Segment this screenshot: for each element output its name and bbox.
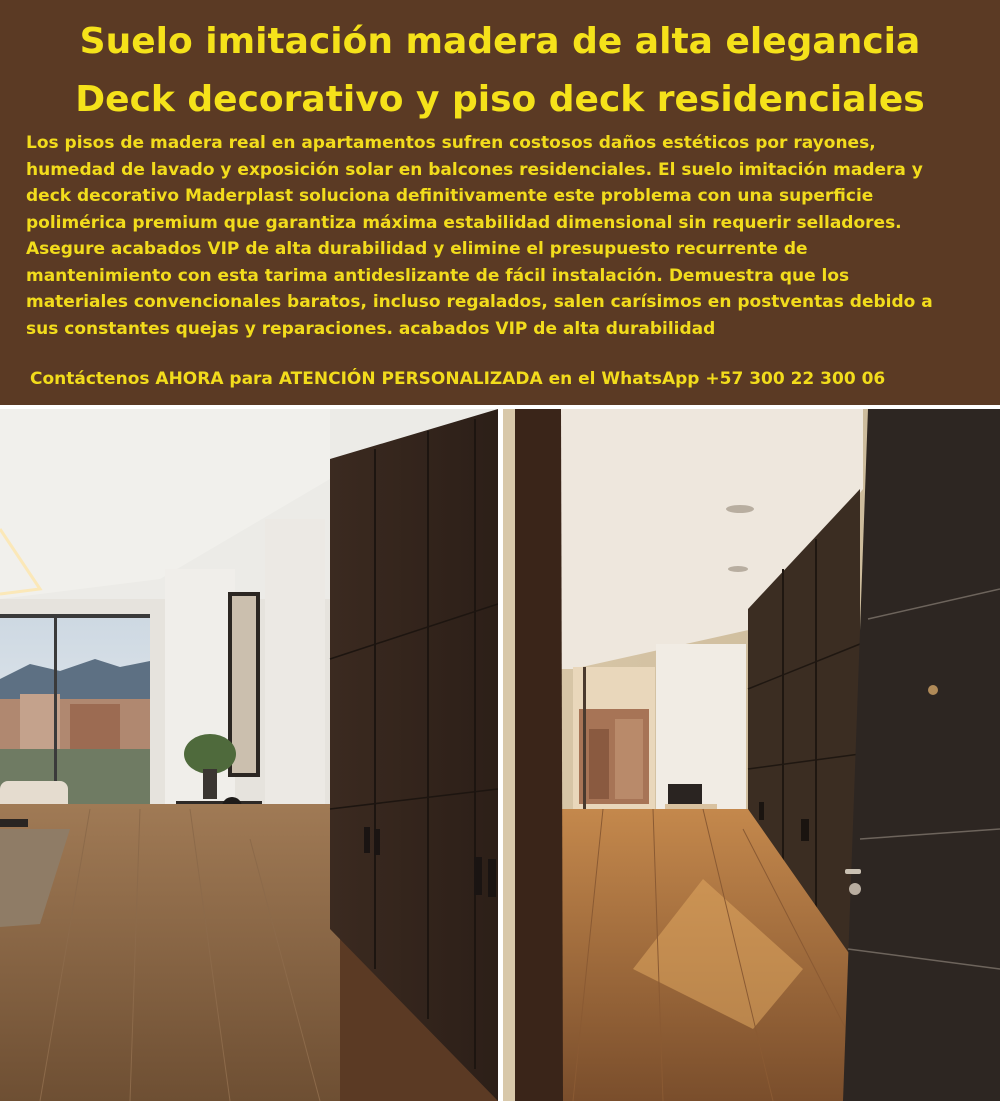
description-line: polimérica premium que garantiza máxima estabilidad dimensional sin requerir selladores. — [26, 212, 902, 233]
description-line: sus constantes quejas y reparaciones. acabados VIP de alta durabilidad — [26, 318, 716, 339]
contact-line: Contáctenos AHORA para ATENCIÓN PERSONALIZADA en el WhatsApp +57 300 22 300 06 — [30, 369, 886, 389]
photo-living-room — [0, 409, 498, 1101]
description-line: materiales convencionales baratos, incluso regalados, salen carísimos en postventas debido a — [26, 292, 933, 312]
title-line-2: Deck decorativo y piso deck residenciales — [75, 79, 925, 120]
description-line: Asegure acabados VIP de alta durabilidad y elimine el presupuesto recurrente de — [26, 239, 808, 259]
description-text — [26, 130, 986, 342]
photo-hallway — [503, 409, 1000, 1101]
description-line: mantenimiento con esta tarima antideslizante de fácil instalación. Demuestra que los — [26, 265, 850, 286]
description-line: Los pisos de madera real en apartamentos sufren costosos daños estéticos por rayones, — [26, 133, 876, 153]
description-line: deck decorativo Maderplast soluciona definitivamente este problema con una superficie — [26, 186, 874, 206]
title-line-1: Suelo imitación madera de alta elegancia — [79, 21, 921, 62]
header-banner — [0, 0, 1000, 405]
description-line: humedad de lavado y exposición solar en balcones residenciales. El suelo imitación madera y — [26, 159, 923, 180]
